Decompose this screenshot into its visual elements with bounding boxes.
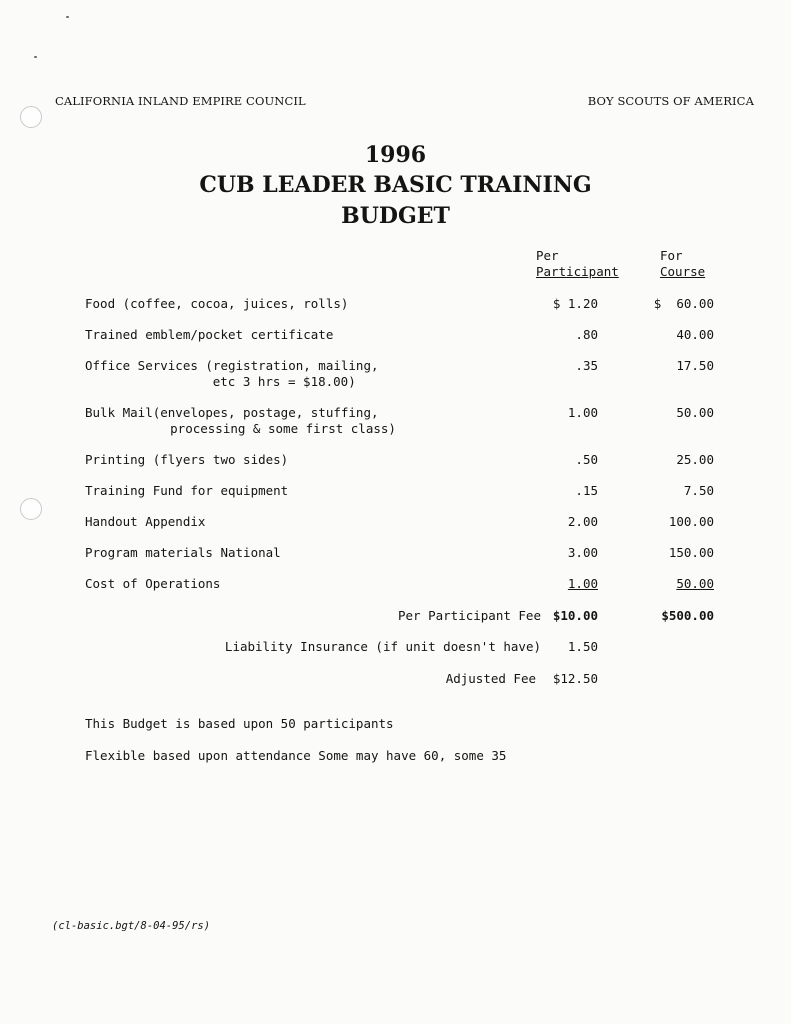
item-for-course: 100.00 <box>668 514 714 529</box>
item-per-participant: .80 <box>575 327 598 342</box>
item-for-course: 25.00 <box>676 452 714 467</box>
header-council: CALIFORNIA INLAND EMPIRE COUNCIL <box>55 94 306 108</box>
paper-speck <box>66 16 69 18</box>
fee-per-participant: $10.00 <box>552 608 598 623</box>
item-label: Office Services (registration, mailing, <box>85 358 379 373</box>
item-label: Food (coffee, cocoa, juices, rolls) <box>85 296 349 311</box>
item-per-participant: 2.00 <box>567 514 598 529</box>
fee-for-course: $500.00 <box>661 608 714 623</box>
adjusted-fee-label: Adjusted Fee <box>445 671 536 686</box>
punch-hole-top <box>20 106 42 128</box>
item-per-participant: .15 <box>575 483 598 498</box>
item-for-course: 7.50 <box>683 483 714 498</box>
insurance-label: Liability Insurance (if unit doesn't have) <box>224 639 541 654</box>
item-for-course: 40.00 <box>676 327 714 342</box>
file-reference: (cl-basic.bgt/8-04-95/rs) <box>52 920 211 932</box>
item-label: Training Fund for equipment <box>85 483 289 498</box>
col-header-course: Course <box>660 264 706 279</box>
item-per-participant: .50 <box>575 452 598 467</box>
item-label: Program materials National <box>85 545 281 560</box>
item-label: Handout Appendix <box>85 514 206 529</box>
item-for-course: 150.00 <box>668 545 714 560</box>
item-label: Printing (flyers two sides) <box>85 452 289 467</box>
item-label: Trained emblem/pocket certificate <box>85 327 334 342</box>
note-attendance: Flexible based upon attendance Some may have 60, some 35 <box>85 748 507 763</box>
item-per-participant: .35 <box>575 358 598 373</box>
insurance-value: 1.50 <box>567 639 598 654</box>
item-label: Bulk Mail(envelopes, postage, stuffing, <box>85 405 379 420</box>
col-header-participant: Participant <box>536 264 619 279</box>
title-budget: BUDGET <box>341 203 450 229</box>
item-for-course: 50.00 <box>676 576 714 591</box>
item-for-course: 50.00 <box>676 405 714 420</box>
col-header-for: For <box>660 248 683 263</box>
item-per-participant: 3.00 <box>567 545 598 560</box>
col-header-per: Per <box>536 248 559 263</box>
item-per-participant: $ 1.20 <box>552 296 598 311</box>
item-label-continued: processing & some first class) <box>125 421 396 436</box>
title-year: 1996 <box>364 142 427 168</box>
header-organization: BOY SCOUTS OF AMERICA <box>587 94 754 108</box>
item-label-continued: etc 3 hrs = $18.00) <box>145 374 356 389</box>
item-for-course: $ 60.00 <box>653 296 714 311</box>
item-per-participant: 1.00 <box>567 576 598 591</box>
adjusted-fee-value: $12.50 <box>552 671 598 686</box>
punch-hole-middle <box>20 498 42 520</box>
item-per-participant: 1.00 <box>567 405 598 420</box>
paper-speck <box>34 56 37 58</box>
item-label: Cost of Operations <box>85 576 221 591</box>
title-main: CUB LEADER BASIC TRAINING <box>199 172 592 198</box>
item-for-course: 17.50 <box>676 358 714 373</box>
note-participants: This Budget is based upon 50 participants <box>85 716 394 731</box>
fee-label: Per Participant Fee <box>398 608 541 623</box>
